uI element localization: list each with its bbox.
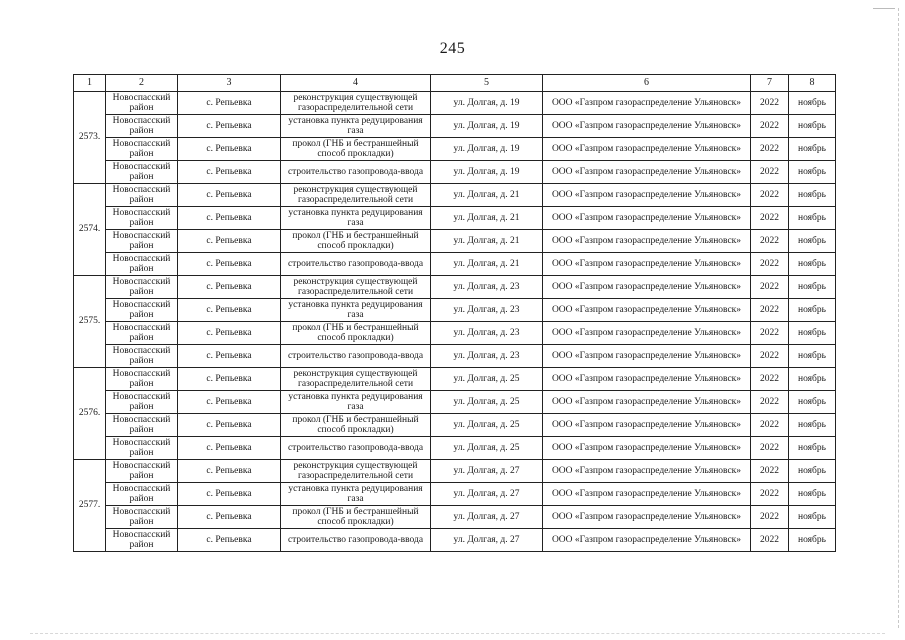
- work-type-cell: реконструкция существующей газораспределительной сети: [281, 92, 431, 115]
- organization-cell: ООО «Газпром газораспределение Ульяновск»: [543, 368, 751, 391]
- village-cell: с. Репьевка: [178, 345, 281, 368]
- table-row: [74, 138, 836, 161]
- village-cell: с. Репьевка: [178, 368, 281, 391]
- district-cell: Новоспасский район: [106, 506, 178, 529]
- month-cell: ноябрь: [789, 483, 836, 506]
- column-header-2: 2: [106, 75, 178, 92]
- district-cell: Новоспасский район: [106, 138, 178, 161]
- table-row: [74, 92, 836, 115]
- address-cell: ул. Долгая, д. 21: [431, 184, 543, 207]
- organization-cell: ООО «Газпром газораспределение Ульяновск»: [543, 414, 751, 437]
- scan-corner-mark: [873, 8, 895, 9]
- work-type-cell: установка пункта редуцирования газа: [281, 299, 431, 322]
- column-header-5: 5: [431, 75, 543, 92]
- year-cell: 2022: [751, 529, 789, 552]
- district-cell: Новоспасский район: [106, 230, 178, 253]
- year-cell: 2022: [751, 230, 789, 253]
- year-cell: 2022: [751, 368, 789, 391]
- address-cell: ул. Долгая, д. 19: [431, 115, 543, 138]
- district-cell: Новоспасский район: [106, 184, 178, 207]
- organization-cell: ООО «Газпром газораспределение Ульяновск»: [543, 276, 751, 299]
- entry-number-cell: 2577.: [74, 460, 106, 552]
- village-cell: с. Репьевка: [178, 138, 281, 161]
- district-cell: Новоспасский район: [106, 529, 178, 552]
- table-row: [74, 184, 836, 207]
- organization-cell: ООО «Газпром газораспределение Ульяновск»: [543, 207, 751, 230]
- work-type-cell: установка пункта редуцирования газа: [281, 391, 431, 414]
- organization-cell: ООО «Газпром газораспределение Ульяновск»: [543, 299, 751, 322]
- district-cell: Новоспасский район: [106, 483, 178, 506]
- entry-number-cell: 2573.: [74, 92, 106, 184]
- organization-cell: ООО «Газпром газораспределение Ульяновск»: [543, 230, 751, 253]
- organization-cell: ООО «Газпром газораспределение Ульяновск»: [543, 483, 751, 506]
- table-body: [74, 75, 836, 552]
- year-cell: 2022: [751, 92, 789, 115]
- village-cell: с. Репьевка: [178, 230, 281, 253]
- month-cell: ноябрь: [789, 345, 836, 368]
- month-cell: ноябрь: [789, 253, 836, 276]
- organization-cell: ООО «Газпром газораспределение Ульяновск»: [543, 115, 751, 138]
- village-cell: с. Репьевка: [178, 483, 281, 506]
- work-type-cell: прокол (ГНБ и бестраншейный способ прокладки): [281, 506, 431, 529]
- year-cell: 2022: [751, 276, 789, 299]
- month-cell: ноябрь: [789, 230, 836, 253]
- village-cell: с. Репьевка: [178, 414, 281, 437]
- scan-bottom-mark: [30, 633, 885, 634]
- year-cell: 2022: [751, 138, 789, 161]
- district-cell: Новоспасский район: [106, 92, 178, 115]
- village-cell: с. Репьевка: [178, 253, 281, 276]
- month-cell: ноябрь: [789, 115, 836, 138]
- district-cell: Новоспасский район: [106, 368, 178, 391]
- work-type-cell: прокол (ГНБ и бестраншейный способ прокладки): [281, 230, 431, 253]
- district-cell: Новоспасский район: [106, 161, 178, 184]
- month-cell: ноябрь: [789, 368, 836, 391]
- month-cell: ноябрь: [789, 299, 836, 322]
- address-cell: ул. Долгая, д. 23: [431, 322, 543, 345]
- address-cell: ул. Долгая, д. 25: [431, 437, 543, 460]
- district-cell: Новоспасский район: [106, 414, 178, 437]
- village-cell: с. Репьевка: [178, 92, 281, 115]
- organization-cell: ООО «Газпром газораспределение Ульяновск»: [543, 529, 751, 552]
- entry-number-cell: 2574.: [74, 184, 106, 276]
- month-cell: ноябрь: [789, 138, 836, 161]
- organization-cell: ООО «Газпром газораспределение Ульяновск»: [543, 460, 751, 483]
- table-row: [74, 391, 836, 414]
- register-table: [73, 74, 836, 552]
- month-cell: ноябрь: [789, 276, 836, 299]
- year-cell: 2022: [751, 414, 789, 437]
- column-header-3: 3: [178, 75, 281, 92]
- table-row: [74, 161, 836, 184]
- village-cell: с. Репьевка: [178, 161, 281, 184]
- address-cell: ул. Долгая, д. 27: [431, 483, 543, 506]
- district-cell: Новоспасский район: [106, 391, 178, 414]
- table-row: [74, 506, 836, 529]
- month-cell: ноябрь: [789, 437, 836, 460]
- work-type-cell: строительство газопровода-ввода: [281, 253, 431, 276]
- month-cell: ноябрь: [789, 184, 836, 207]
- year-cell: 2022: [751, 161, 789, 184]
- year-cell: 2022: [751, 483, 789, 506]
- address-cell: ул. Долгая, д. 25: [431, 414, 543, 437]
- village-cell: с. Репьевка: [178, 437, 281, 460]
- work-type-cell: строительство газопровода-ввода: [281, 529, 431, 552]
- village-cell: с. Репьевка: [178, 276, 281, 299]
- address-cell: ул. Долгая, д. 19: [431, 138, 543, 161]
- work-type-cell: строительство газопровода-ввода: [281, 437, 431, 460]
- address-cell: ул. Долгая, д. 19: [431, 92, 543, 115]
- village-cell: с. Репьевка: [178, 529, 281, 552]
- address-cell: ул. Долгая, д. 23: [431, 299, 543, 322]
- table-row: [74, 460, 836, 483]
- organization-cell: ООО «Газпром газораспределение Ульяновск»: [543, 92, 751, 115]
- organization-cell: ООО «Газпром газораспределение Ульяновск»: [543, 253, 751, 276]
- village-cell: с. Репьевка: [178, 184, 281, 207]
- village-cell: с. Репьевка: [178, 322, 281, 345]
- work-type-cell: реконструкция существующей газораспределительной сети: [281, 460, 431, 483]
- work-type-cell: установка пункта редуцирования газа: [281, 207, 431, 230]
- year-cell: 2022: [751, 391, 789, 414]
- year-cell: 2022: [751, 115, 789, 138]
- village-cell: с. Репьевка: [178, 299, 281, 322]
- table-row: [74, 299, 836, 322]
- organization-cell: ООО «Газпром газораспределение Ульяновск»: [543, 138, 751, 161]
- organization-cell: ООО «Газпром газораспределение Ульяновск»: [543, 161, 751, 184]
- year-cell: 2022: [751, 253, 789, 276]
- work-type-cell: установка пункта редуцирования газа: [281, 115, 431, 138]
- year-cell: 2022: [751, 322, 789, 345]
- organization-cell: ООО «Газпром газораспределение Ульяновск»: [543, 391, 751, 414]
- address-cell: ул. Долгая, д. 27: [431, 506, 543, 529]
- month-cell: ноябрь: [789, 161, 836, 184]
- district-cell: Новоспасский район: [106, 345, 178, 368]
- table-row: [74, 483, 836, 506]
- entry-number-cell: 2575.: [74, 276, 106, 368]
- table-row: [74, 253, 836, 276]
- organization-cell: ООО «Газпром газораспределение Ульяновск»: [543, 345, 751, 368]
- work-type-cell: строительство газопровода-ввода: [281, 161, 431, 184]
- organization-cell: ООО «Газпром газораспределение Ульяновск»: [543, 506, 751, 529]
- organization-cell: ООО «Газпром газораспределение Ульяновск»: [543, 322, 751, 345]
- address-cell: ул. Долгая, д. 27: [431, 529, 543, 552]
- year-cell: 2022: [751, 184, 789, 207]
- table-row: [74, 115, 836, 138]
- page-number: 245: [439, 40, 466, 57]
- address-cell: ул. Долгая, д. 21: [431, 230, 543, 253]
- organization-cell: ООО «Газпром газораспределение Ульяновск»: [543, 184, 751, 207]
- table-row: [74, 368, 836, 391]
- year-cell: 2022: [751, 299, 789, 322]
- month-cell: ноябрь: [789, 460, 836, 483]
- work-type-cell: реконструкция существующей газораспределительной сети: [281, 184, 431, 207]
- year-cell: 2022: [751, 437, 789, 460]
- year-cell: 2022: [751, 460, 789, 483]
- work-type-cell: реконструкция существующей газораспределительной сети: [281, 276, 431, 299]
- district-cell: Новоспасский район: [106, 460, 178, 483]
- entry-number-cell: 2576.: [74, 368, 106, 460]
- year-cell: 2022: [751, 207, 789, 230]
- scan-edge-mark: [890, 8, 899, 628]
- district-cell: Новоспасский район: [106, 299, 178, 322]
- district-cell: Новоспасский район: [106, 437, 178, 460]
- table-row: [74, 207, 836, 230]
- month-cell: ноябрь: [789, 529, 836, 552]
- column-header-8: 8: [789, 75, 836, 92]
- work-type-cell: прокол (ГНБ и бестраншейный способ прокладки): [281, 414, 431, 437]
- work-type-cell: прокол (ГНБ и бестраншейный способ прокладки): [281, 138, 431, 161]
- work-type-cell: реконструкция существующей газораспределительной сети: [281, 368, 431, 391]
- district-cell: Новоспасский район: [106, 207, 178, 230]
- table-row: [74, 276, 836, 299]
- month-cell: ноябрь: [789, 207, 836, 230]
- column-header-6: 6: [543, 75, 751, 92]
- district-cell: Новоспасский район: [106, 253, 178, 276]
- year-cell: 2022: [751, 345, 789, 368]
- column-header-7: 7: [751, 75, 789, 92]
- column-header-4: 4: [281, 75, 431, 92]
- month-cell: ноябрь: [789, 506, 836, 529]
- table-row: [74, 322, 836, 345]
- district-cell: Новоспасский район: [106, 322, 178, 345]
- work-type-cell: строительство газопровода-ввода: [281, 345, 431, 368]
- column-header-1: 1: [74, 75, 106, 92]
- table-row: [74, 437, 836, 460]
- work-type-cell: установка пункта редуцирования газа: [281, 483, 431, 506]
- address-cell: ул. Долгая, д. 23: [431, 276, 543, 299]
- work-type-cell: прокол (ГНБ и бестраншейный способ прокладки): [281, 322, 431, 345]
- address-cell: ул. Долгая, д. 19: [431, 161, 543, 184]
- month-cell: ноябрь: [789, 322, 836, 345]
- header-row: [74, 75, 836, 92]
- table-row: [74, 345, 836, 368]
- address-cell: ул. Долгая, д. 25: [431, 368, 543, 391]
- month-cell: ноябрь: [789, 92, 836, 115]
- village-cell: с. Репьевка: [178, 460, 281, 483]
- table-row: [74, 529, 836, 552]
- address-cell: ул. Долгая, д. 27: [431, 460, 543, 483]
- address-cell: ул. Долгая, д. 21: [431, 207, 543, 230]
- table-row: [74, 230, 836, 253]
- address-cell: ул. Долгая, д. 23: [431, 345, 543, 368]
- table-row: [74, 414, 836, 437]
- village-cell: с. Репьевка: [178, 207, 281, 230]
- month-cell: ноябрь: [789, 414, 836, 437]
- district-cell: Новоспасский район: [106, 115, 178, 138]
- district-cell: Новоспасский район: [106, 276, 178, 299]
- village-cell: с. Репьевка: [178, 391, 281, 414]
- organization-cell: ООО «Газпром газораспределение Ульяновск»: [543, 437, 751, 460]
- village-cell: с. Репьевка: [178, 506, 281, 529]
- year-cell: 2022: [751, 506, 789, 529]
- month-cell: ноябрь: [789, 391, 836, 414]
- village-cell: с. Репьевка: [178, 115, 281, 138]
- address-cell: ул. Долгая, д. 25: [431, 391, 543, 414]
- address-cell: ул. Долгая, д. 21: [431, 253, 543, 276]
